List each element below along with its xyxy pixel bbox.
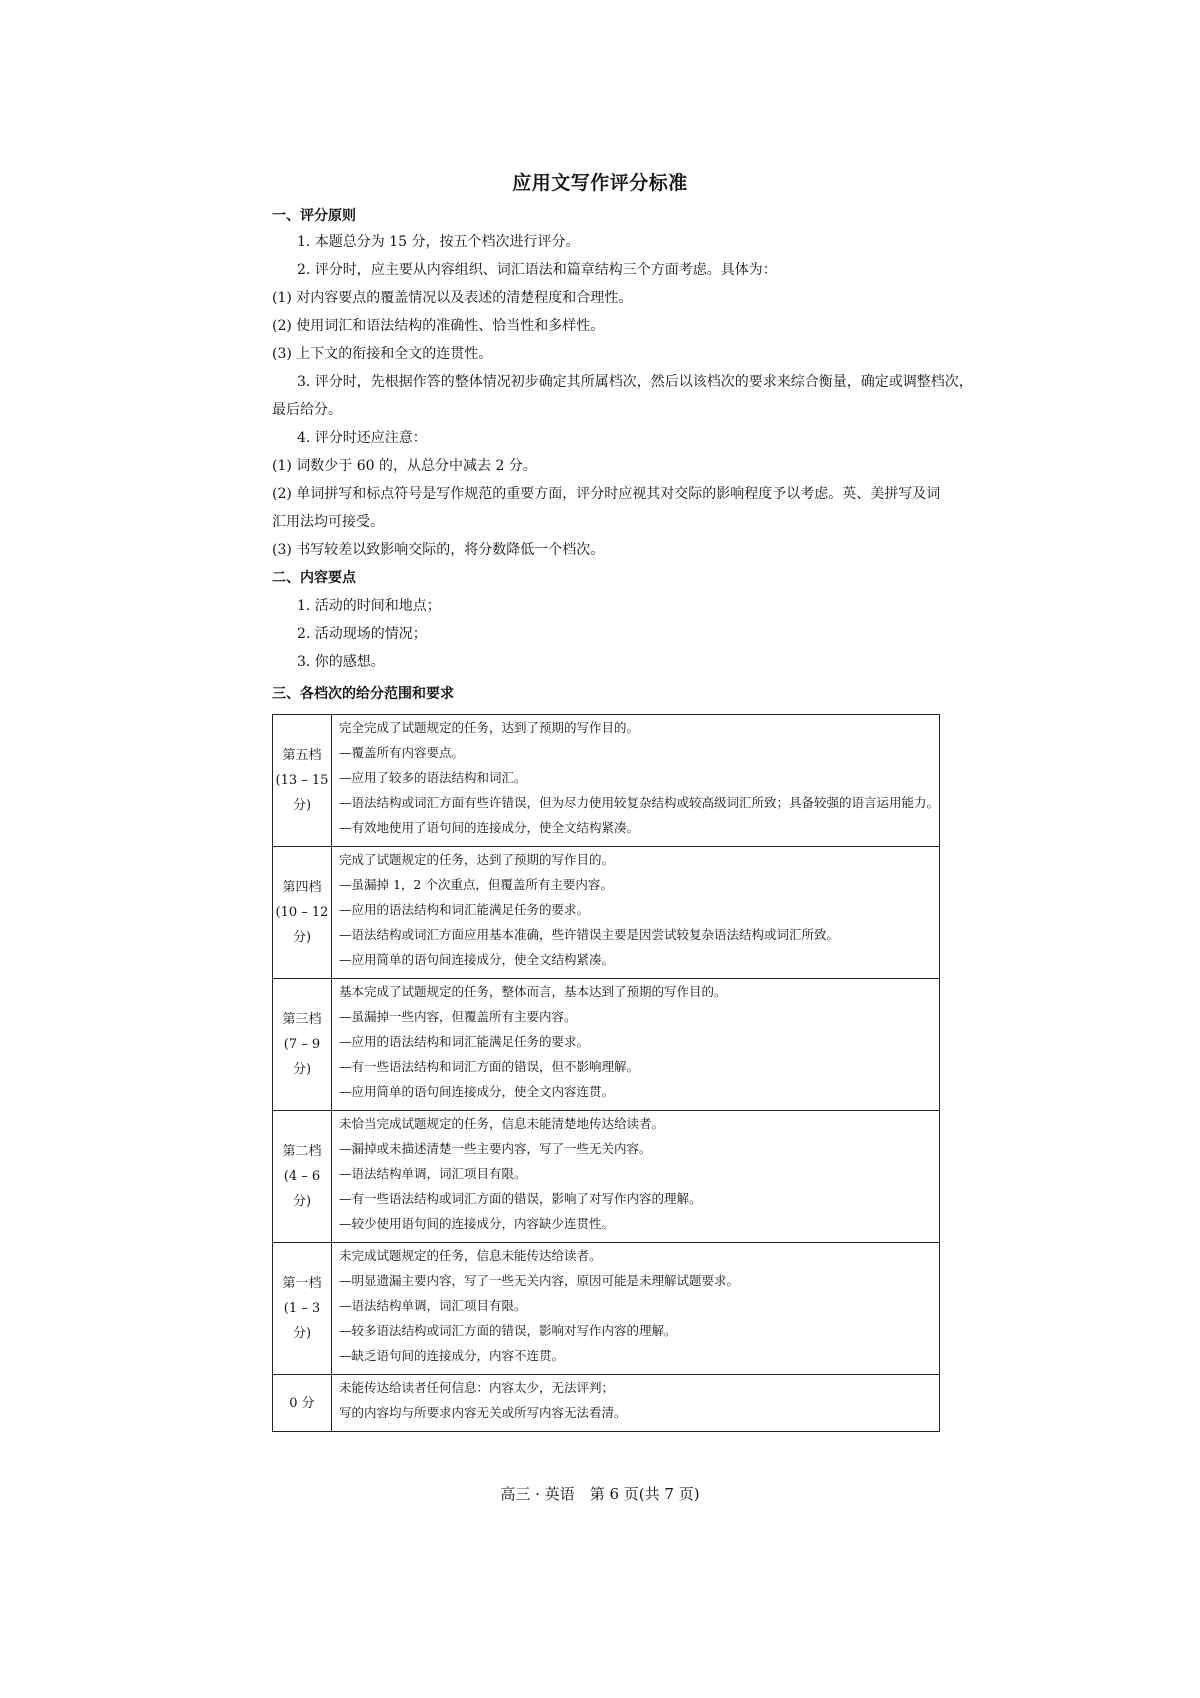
- level-description: [331, 715, 939, 847]
- level-range: (1 – 3 分): [283, 1301, 321, 1341]
- principle-4b-line2: 汇用法均可接受。: [272, 514, 384, 530]
- description-line: —缺乏语句间的连接成分，内容不连贯。: [338, 1348, 564, 1363]
- level-cell: [273, 979, 332, 1111]
- principle-4: 4. 评分时还应注意：: [297, 430, 427, 446]
- content-point-2: 2. 活动现场的情况；: [297, 626, 427, 642]
- section-heading-levels: 三、各档次的给分范围和要求: [272, 686, 454, 702]
- principle-4b-line1: (2) 单词拼写和标点符号是写作规范的重要方面，评分时应视其对交际的影响程度予以考虑。英、美拼写及词: [272, 486, 941, 502]
- table-row: [273, 715, 940, 847]
- level-range: (4 – 6 分): [283, 1169, 321, 1209]
- description-line: —应用的语法结构和词汇能满足任务的要求。: [338, 902, 589, 917]
- level-name: 第四档: [282, 880, 322, 895]
- principle-4c: (3) 书写较差以致影响交际的，将分数降低一个档次。: [272, 542, 605, 558]
- level-description: [331, 979, 939, 1111]
- description-line: —语法结构单调，词汇项目有限。: [338, 1298, 527, 1313]
- description-line: —明显遗漏主要内容，写了一些无关内容，原因可能是未理解试题要求。: [338, 1273, 739, 1288]
- principle-3-line2: 最后给分。: [272, 402, 342, 418]
- level-description: [331, 1111, 939, 1243]
- description-line: —语法结构或词汇方面有些许错误，但为尽力使用较复杂结构或较高级词汇所致；具备较强的语言运用能力。: [338, 795, 939, 810]
- description-line: —应用简单的语句间连接成分，使全文结构紧凑。: [338, 952, 614, 967]
- description-line: —应用简单的语句间连接成分，使全文内容连贯。: [338, 1084, 614, 1099]
- description-line: —较少使用语句间的连接成分，内容缺少连贯性。: [338, 1216, 614, 1231]
- principle-1: 1. 本题总分为 15 分，按五个档次进行评分。: [297, 234, 580, 250]
- principle-4a: (1) 词数少于 60 的，从总分中减去 2 分。: [272, 458, 537, 474]
- page-footer: 高三 · 英语 第 6 页(共 7 页): [500, 1485, 700, 1503]
- description-line: —语法结构单调，词汇项目有限。: [338, 1166, 527, 1181]
- level-range: (10 – 12 分): [275, 905, 329, 945]
- page-title: 应用文写作评分标准: [512, 172, 688, 194]
- description-line: 未完成试题规定的任务，信息未能传达给读者。: [338, 1248, 602, 1263]
- description-line: 未能传达给读者任何信息：内容太少，无法评判；: [338, 1380, 614, 1395]
- table-row: [273, 847, 940, 979]
- table-row: [273, 1111, 940, 1243]
- description-line: —覆盖所有内容要点。: [338, 745, 464, 760]
- level-range: (7 – 9 分): [283, 1037, 321, 1077]
- level-cell: [273, 715, 332, 847]
- scoring-table: [272, 714, 940, 1432]
- table-row: [273, 1375, 940, 1432]
- level-cell: [273, 1243, 332, 1375]
- description-line: 未恰当完成试题规定的任务，信息未能清楚地传达给读者。: [338, 1116, 664, 1131]
- description-line: —虽漏掉 1，2 个次重点，但覆盖所有主要内容。: [338, 877, 613, 892]
- description-line: —有一些语法结构或词汇方面的错误，影响了对写作内容的理解。: [338, 1191, 702, 1206]
- description-line: —语法结构或词汇方面应用基本准确，些许错误主要是因尝试较复杂语法结构或词汇所致。: [338, 927, 839, 942]
- level-name: 第三档: [282, 1012, 322, 1027]
- content-point-3: 3. 你的感想。: [297, 654, 385, 670]
- description-line: —较多语法结构或词汇方面的错误，影响对写作内容的理解。: [338, 1323, 677, 1338]
- principle-2: 2. 评分时，应主要从内容组织、词汇语法和篇章结构三个方面考虑。具体为：: [297, 262, 777, 278]
- description-line: —漏掉或未描述清楚一些主要内容，写了一些无关内容。: [338, 1141, 652, 1156]
- level-name: 第五档: [282, 748, 322, 763]
- principle-2b: (2) 使用词汇和语法结构的准确性、恰当性和多样性。: [272, 318, 605, 334]
- description-line: 基本完成了试题规定的任务，整体而言，基本达到了预期的写作目的。: [338, 984, 727, 999]
- description-line: 完全完成了试题规定的任务，达到了预期的写作目的。: [338, 720, 639, 735]
- level-cell: [273, 1375, 332, 1432]
- description-line: —虽漏掉一些内容，但覆盖所有主要内容。: [338, 1009, 577, 1024]
- principle-2c: (3) 上下文的衔接和全文的连贯性。: [272, 346, 493, 362]
- content-point-1: 1. 活动的时间和地点；: [297, 598, 441, 614]
- principle-3-line1: 3. 评分时，先根据作答的整体情况初步确定其所属档次，然后以该档次的要求来综合衡量，确定或调整档次，: [297, 374, 973, 390]
- level-description: [331, 1243, 939, 1375]
- table-row: [273, 1243, 940, 1375]
- level-description: [331, 1375, 939, 1432]
- level-cell: [273, 1111, 332, 1243]
- level-cell: [273, 847, 332, 979]
- level-name: 第一档: [282, 1276, 322, 1291]
- description-line: —应用的语法结构和词汇能满足任务的要求。: [338, 1034, 589, 1049]
- description-line: 完成了试题规定的任务，达到了预期的写作目的。: [338, 852, 614, 867]
- description-line: —有一些语法结构和词汇方面的错误，但不影响理解。: [338, 1059, 639, 1074]
- principle-2a: (1) 对内容要点的覆盖情况以及表述的清楚程度和合理性。: [272, 290, 633, 306]
- level-range: (13 – 15 分): [275, 773, 329, 813]
- section-heading-principles: 一、评分原则: [272, 208, 356, 224]
- description-line: —有效地使用了语句间的连接成分，使全文结构紧凑。: [338, 820, 639, 835]
- level-description: [331, 847, 939, 979]
- section-heading-content-points: 二、内容要点: [272, 570, 356, 586]
- level-name: 0 分: [289, 1395, 315, 1411]
- description-line: 写的内容均与所要求内容无关或所写内容无法看清。: [338, 1405, 627, 1420]
- table-row: [273, 979, 940, 1111]
- description-line: —应用了较多的语法结构和词汇。: [338, 770, 527, 785]
- level-name: 第二档: [282, 1144, 322, 1159]
